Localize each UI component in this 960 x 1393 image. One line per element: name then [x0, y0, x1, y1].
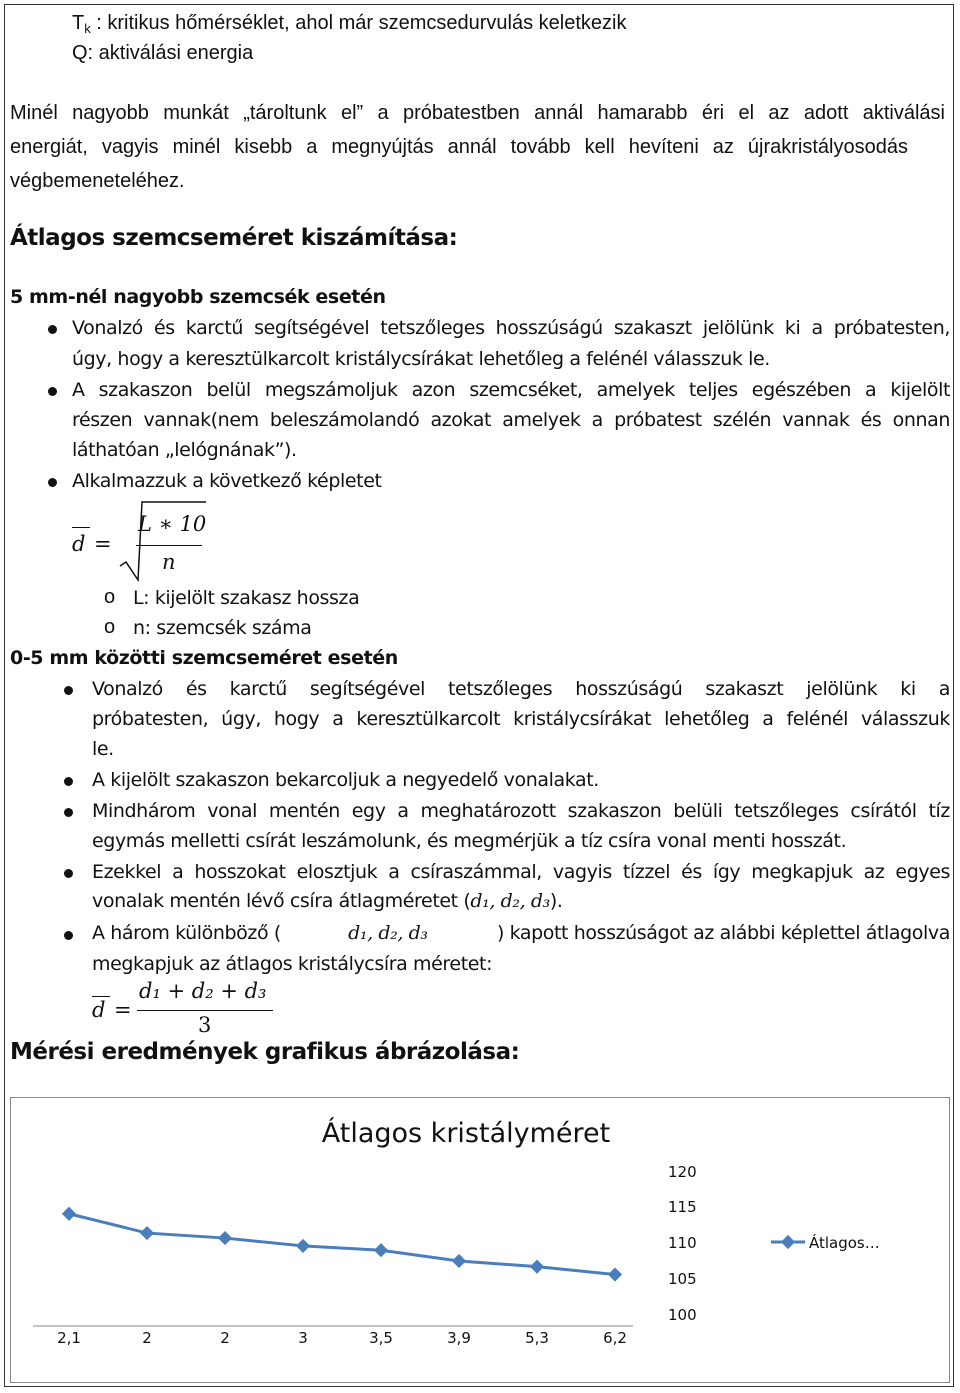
y-tick-label: 100 — [668, 1306, 697, 1324]
formula2-lhs: d — [92, 998, 106, 1022]
data-point-8 — [608, 1267, 622, 1281]
data-point-1 — [62, 1207, 76, 1221]
formula-lhs: d — [72, 532, 86, 556]
formula-denominator: n — [162, 550, 176, 574]
bullet-icon — [48, 478, 57, 487]
sub2-b3-line1: Mindhárom vonal mentén egy a meghatározott szakaszon belüli tetszőleges csírától tíz — [92, 800, 950, 822]
circle-bullet-icon: o — [104, 616, 116, 638]
sub2-b3-line2: egymás melletti csírát leszámolunk, és megmérjük a tíz csíra vonal menti hosszát. — [92, 830, 847, 852]
intro-line-2: energiát, vagyis minél kisebb a megnyújtás annál tovább kell hevíteni az újrakristályosodás — [10, 136, 908, 158]
legend-marker-icon — [781, 1235, 795, 1249]
circle-bullet-icon: o — [104, 586, 116, 608]
results-heading: Mérési eredmények grafikus ábrázolása: — [10, 1039, 520, 1065]
x-tick-label: 2 — [220, 1329, 230, 1347]
fraction-bar — [137, 1010, 273, 1011]
y-tick-label: 105 — [668, 1270, 697, 1288]
x-tick-label: 3 — [298, 1329, 308, 1347]
formula2-denominator: 3 — [198, 1013, 212, 1037]
tk-subscript: k — [84, 21, 91, 36]
sub2-b5-line1 — [92, 922, 950, 944]
bullet-icon — [48, 387, 57, 396]
chart-container — [10, 1097, 950, 1383]
data-point-5 — [374, 1243, 388, 1257]
sub2-b1-line1: Vonalzó és karctű segítségével tetszőleges hosszúságú szakaszt jelölünk ki a — [92, 678, 950, 700]
sub2-b4-line2 — [92, 890, 563, 912]
y-tick-label: 110 — [668, 1234, 697, 1252]
b4-text-end: ). — [549, 890, 563, 912]
x-tick-label: 2 — [142, 1329, 152, 1347]
b5-text: A három különböző ( — [92, 922, 281, 944]
formula2-eq: = — [114, 998, 132, 1022]
sub2-b1-line2: próbatesten, úgy, hogy a keresztülkarcolt kristálycsírákat lehetőleg a felénél válasszuk — [92, 708, 950, 730]
bullet-icon — [64, 869, 73, 878]
sub1-bullet2-line1: A szakaszon belül megszámoljuk azon szemcséket, amelyek teljes egészében a kijelölt — [72, 379, 950, 401]
bullet-icon — [64, 931, 73, 940]
data-point-7 — [530, 1260, 544, 1274]
d-list: d₁, d₂, d₃ — [348, 922, 428, 944]
formula-eq: = — [94, 532, 112, 556]
sub2-b5-line2: megkapjuk az átlagos kristálycsíra méretet: — [92, 953, 493, 975]
y-tick-label: 120 — [668, 1163, 697, 1181]
line-chart — [11, 1098, 949, 1382]
x-tick-label: 3,9 — [447, 1329, 471, 1347]
x-tick-label: 6,2 — [603, 1329, 627, 1347]
overline — [92, 996, 110, 997]
sub1-bullet3: Alkalmazzuk a következő képletet — [72, 470, 382, 492]
tk-symbol: T — [72, 12, 85, 34]
sub1-heading: 5 mm-nél nagyobb szemcsék esetén — [10, 286, 386, 308]
sub1-bullet2-line3: láthatóan „lelógnának”). — [72, 439, 297, 461]
bullet-icon — [48, 325, 57, 334]
sub1-bullet1-line1: Vonalzó és karctű segítségével tetszőleges hosszúságú szakaszt jelölünk ki a próbatesten, — [72, 317, 950, 339]
sub1-bullet1-line2: úgy, hogy a keresztülkarcolt kristálycsírákat lehetőleg a felénél válasszuk le. — [72, 348, 770, 370]
data-point-2 — [140, 1226, 154, 1240]
formula2-numerator: d₁ + d₂ + d₃ — [139, 979, 267, 1003]
x-tick-label: 3,5 — [369, 1329, 393, 1347]
legend-l: L: kijelölt szakasz hossza — [133, 587, 360, 609]
x-tick-label: 5,3 — [525, 1329, 549, 1347]
legend-label: Átlagos… — [809, 1234, 880, 1252]
sub2-b1-line3: le. — [92, 738, 114, 760]
data-point-4 — [296, 1239, 310, 1253]
intro-line-3: végbemeneteléhez. — [10, 170, 185, 192]
chart-legend — [771, 1233, 880, 1252]
data-point-6 — [452, 1254, 466, 1268]
q-definition: Q: aktiválási energia — [72, 42, 254, 64]
x-tick-label: 2,1 — [57, 1329, 81, 1347]
formula-numerator: L ∗ 10 — [138, 512, 207, 536]
y-tick-label: 115 — [668, 1198, 697, 1216]
sub2-heading: 0-5 mm közötti szemcseméret esetén — [10, 647, 398, 669]
tk-definition — [72, 12, 626, 35]
bullet-icon — [64, 686, 73, 695]
d-list: d₁, d₂, d₃ — [470, 890, 550, 912]
section-heading: Átlagos szemcseméret kiszámítása: — [10, 225, 458, 251]
bullet-icon — [64, 777, 73, 786]
sub1-bullet2-line2: részen vannak(nem beleszámolandó azokat amelyek a próbatest szélén vannak és onnan — [72, 409, 950, 431]
overline — [72, 527, 90, 528]
chart-title: Átlagos kristályméret — [321, 1118, 611, 1149]
sub2-b4-line1: Ezekkel a hosszokat elosztjuk a csíraszámmal, vagyis tízzel és így megkapjuk az egyes — [92, 861, 950, 883]
b4-text: vonalak mentén lévő csíra átlagméretet ( — [92, 890, 471, 912]
b5-text-end: ) kapott hosszúságot az alábbi képlettel átlagolva — [496, 922, 950, 944]
bullet-icon — [64, 808, 73, 817]
data-point-3 — [218, 1231, 232, 1245]
sub2-b2: A kijelölt szakaszon bekarcoljuk a negyedelő vonalakat. — [92, 769, 599, 791]
intro-line-1: Minél nagyobb munkát „tároltunk el” a próbatestben annál hamarabb éri el az adott aktiválási — [10, 102, 945, 124]
fraction-bar — [136, 545, 202, 546]
legend-n: n: szemcsék száma — [133, 617, 312, 639]
tk-text: : kritikus hőmérséklet, ahol már szemcsedurvulás keletkezik — [90, 12, 627, 34]
